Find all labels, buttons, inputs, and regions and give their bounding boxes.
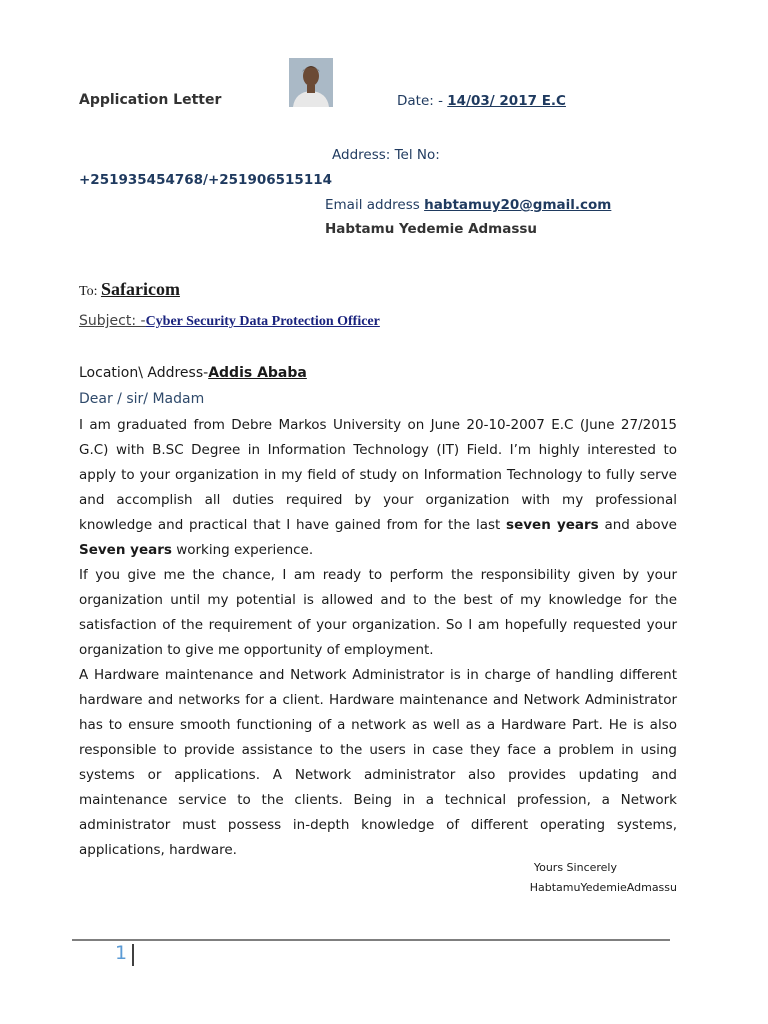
closing-block	[520, 858, 677, 898]
page-number: 1	[115, 942, 128, 964]
date-label: Date: -	[397, 93, 448, 109]
body-paragraph-2: If you give me the chance, I am ready to perform the responsibility given by your organization until my potential is allowed and to the best of my knowledge for the satisfaction of the requirement of your organization. So I am hopefully requested your organization to give me opportunity of employment.	[79, 567, 677, 658]
date-value: 14/03/ 2017 E.C	[447, 93, 566, 109]
phone-numbers: +251935454768/+251906515114	[79, 172, 332, 188]
date-line	[397, 93, 566, 109]
closing-signature: HabtamuYedemieAdmassu	[529, 881, 677, 894]
location-line	[79, 365, 307, 381]
text-cursor	[132, 944, 134, 966]
footer-divider	[72, 939, 670, 941]
subject-line	[79, 312, 380, 330]
body-paragraph-3: A Hardware maintenance and Network Administrator is in charge of handling different hardware and networks for a client. Hardware maintenance and Network Administrator has to ensure smooth functioning of a network as well as a Hardware Part. He is also responsible to provide assistance to the users in case they face a problem in using systems or applications. A Network administrator also provides updating and maintenance service to the clients. Being in a technical profession, a Network administrator must possess in-depth knowledge of different operating systems, applications, hardware.	[79, 667, 677, 858]
to-label: To:	[79, 284, 101, 299]
closing-salutation: Yours Sincerely	[533, 861, 617, 874]
document-title: Application Letter	[79, 92, 222, 108]
subject-value: Cyber Security Data Protection Officer	[145, 314, 380, 329]
body-emphasis: Seven years	[79, 542, 172, 558]
recipient-line	[79, 279, 180, 300]
location-label: Location\ Address-	[79, 365, 209, 381]
applicant-photo	[289, 58, 333, 107]
body-paragraph-1	[79, 413, 677, 563]
letter-body	[79, 413, 677, 863]
email-value: habtamuy20@gmail.com	[424, 197, 612, 213]
body-text-segment: working experience.	[171, 542, 314, 558]
email-label: Email address	[325, 197, 425, 213]
person-photo-icon	[289, 58, 333, 107]
body-text-segment: I am graduated from Debre Markos University on June 20-10-2007 E.C (June 27/2015 G.C) with B.SC Degree in Information Technology (IT) Field. I’m highly interested to apply to your organization in my field of study on Information Technology to fully serve and accomplish all duties required by your organization with my professional knowledge and practical that I have gained from for the last	[79, 417, 677, 533]
email-line	[325, 197, 611, 213]
recipient-company: Safaricom	[100, 279, 180, 299]
body-text-segment: and above	[598, 517, 677, 533]
body-emphasis: seven years	[506, 517, 599, 533]
subject-label: Subject: -	[79, 313, 146, 329]
greeting: Dear / sir/ Madam	[79, 391, 205, 407]
address-label: Address: Tel No:	[332, 147, 440, 163]
applicant-name: Habtamu Yedemie Admassu	[325, 221, 538, 237]
location-value: Addis Ababa	[208, 365, 307, 381]
